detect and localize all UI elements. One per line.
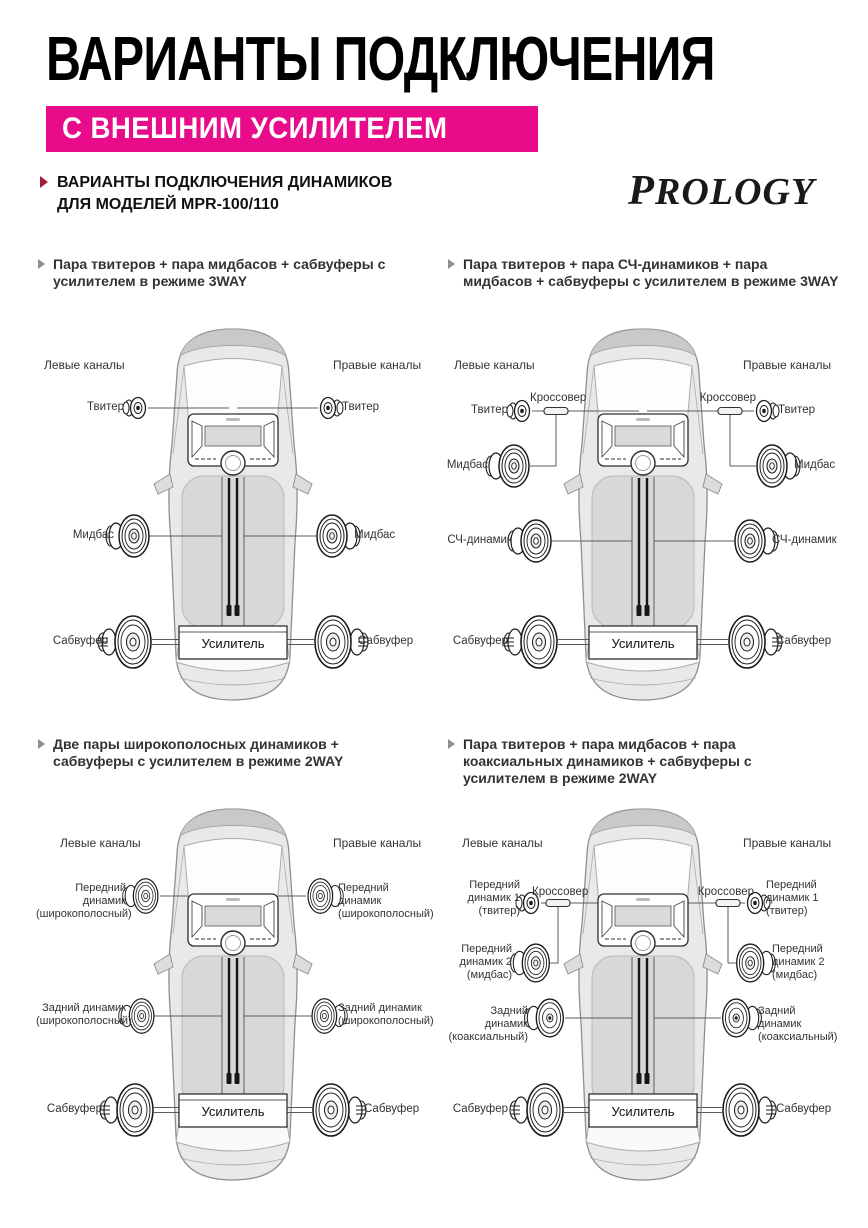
midbass-icon [486,445,529,487]
right-channels-label: Правые каналы [333,358,422,372]
page-title: ВАРИАНТЫ ПОДКЛЮЧЕНИЯ [46,25,715,94]
amplifier-label: Усилитель [611,1104,675,1119]
crossover-label: Кроссовер [699,392,756,404]
subwoofer-label: Сабвуфер [776,635,832,647]
midbass-label: Мидбас [354,529,396,541]
tweeter-label: Твитер [778,404,815,416]
crossover-label: Кроссовер [530,392,587,404]
midrange-label: СЧ-динамик [447,534,512,546]
right-channels-label: Правые каналы [743,358,832,372]
midrange-icon [508,520,551,562]
subwoofer-icon [510,1084,563,1136]
subwoofer-label: Сабвуфер [776,1103,832,1115]
diagram-3way-midrange [446,256,846,734]
diagram-2way-fullrange [36,736,436,1214]
diagram-scene [36,736,434,1196]
amplifier-label: Усилитель [201,1104,265,1119]
midbass-label: Мидбас [794,459,836,471]
amplifier-label: Усилитель [611,636,675,651]
right-channels-label: Правые каналы [333,836,422,850]
subtitle-line1: ВАРИАНТЫ ПОДКЛЮЧЕНИЯ ДИНАМИКОВ [57,174,393,191]
diagram-title: Две пары широкополосных динамиков + сабвуферы с усилителем в режиме 2WAY [53,736,344,769]
head-unit [598,414,688,475]
diagram-2way-coaxial [446,736,846,1214]
rear-coaxial-icon [525,999,564,1037]
tweeter-label: Твитер [342,401,379,413]
crossover-icon [546,900,570,907]
banner-text: С ВНЕШНИМ УСИЛИТЕЛЕМ [62,112,448,145]
crossover-icon [716,900,740,907]
prology-logo: PROLOGY [628,167,816,214]
tweeter-label: Твитер [87,401,124,413]
head-unit [188,414,278,475]
front-speaker-label: Передний динамик (широкополосный) [36,882,132,920]
amplifier-box [589,626,697,659]
gray-bullet-icon [448,739,455,749]
gray-bullet-icon [448,259,455,269]
crossover-label: Кроссовер [532,886,589,898]
subwoofer-icon [729,616,782,668]
front-speaker1-label: Передний динамик 1 (твитер) [766,879,819,917]
section-subtitle [40,172,392,217]
amplifier-label: Усилитель [201,636,265,651]
subwoofer-label: Сабвуфер [46,1103,102,1115]
diagram-scene [36,256,430,716]
tweeter-label: Твитер [471,404,508,416]
subwoofer-label: Сабвуфер [364,1103,420,1115]
rear-coaxial-icon [723,999,762,1037]
banner [46,106,538,152]
amplifier-box [589,1094,697,1127]
diagram-scene [446,736,840,1196]
subwoofer-icon [313,1084,366,1136]
left-channels-label: Левые каналы [60,836,141,850]
tweeter-icon [507,401,530,422]
head-unit [188,894,278,955]
diagram-title: Пара твитеров + пара СЧ-динамиков + пара мидбасов + сабвуферы с усилителем в режиме 3WAY [463,256,839,289]
crossover-icon [718,408,742,415]
subwoofer-label: Сабвуфер [358,635,414,647]
front-speaker1-label: Передний динамик 1 (твитер) [467,879,520,917]
head-unit [598,894,688,955]
amplifier-box [179,1094,287,1127]
midbass-label: Мидбас [446,459,488,471]
diagram-title: Пара твитеров + пара мидбасов + сабвуферы с усилителем в режиме 3WAY [53,256,386,289]
midbass-label: Мидбас [72,529,114,541]
left-channels-label: Левые каналы [462,836,543,850]
subwoofer-icon [504,616,557,668]
diagram-3way-tweeter-midbass [36,256,436,734]
gray-bullet-icon [38,259,45,269]
subtitle-line2: ДЛЯ МОДЕЛЕЙ MPR-100/110 [57,196,279,214]
front-speaker-label: Передний динамик (широкополосный) [338,882,434,920]
subwoofer-icon [100,1084,153,1136]
diagram-title: Пара твитеров + пара мидбасов + пара коаксиальных динамиков + сабвуферы с усилителем в режиме 2WAY [463,736,752,786]
subwoofer-label: Сабвуфер [452,635,508,647]
front-midbass-icon [737,944,776,982]
tweeter-icon [757,401,780,422]
subwoofer-label: Сабвуфер [52,635,108,647]
tweeter-icon [123,398,146,419]
right-channels-label: Правые каналы [743,836,832,850]
front-midbass-icon [511,944,550,982]
left-channels-label: Левые каналы [44,358,125,372]
red-bullet-icon [40,176,48,188]
gray-bullet-icon [38,739,45,749]
crossover-icon [544,408,568,415]
tweeter-icon [321,398,344,419]
subwoofer-label: Сабвуфер [452,1103,508,1115]
rear-speaker-label: Задний динамик (коаксиальный) [448,1005,528,1043]
front-speaker2-label: Передний динамик 2 (мидбас) [459,943,512,981]
left-channels-label: Левые каналы [454,358,535,372]
rear-speaker-label: Задний динамик (широкополосный) [36,1002,132,1027]
subwoofer-icon [723,1084,776,1136]
midrange-label: СЧ-динамик [772,534,837,546]
front-speaker2-label: Передний динамик 2 (мидбас) [772,943,825,981]
rear-speaker-label: Задний динамик (коаксиальный) [758,1005,838,1043]
crossover-label: Кроссовер [697,886,754,898]
rear-speaker-label: Задний динамик (широкополосный) [338,1002,434,1027]
amplifier-box [179,626,287,659]
diagram-scene [446,256,840,716]
